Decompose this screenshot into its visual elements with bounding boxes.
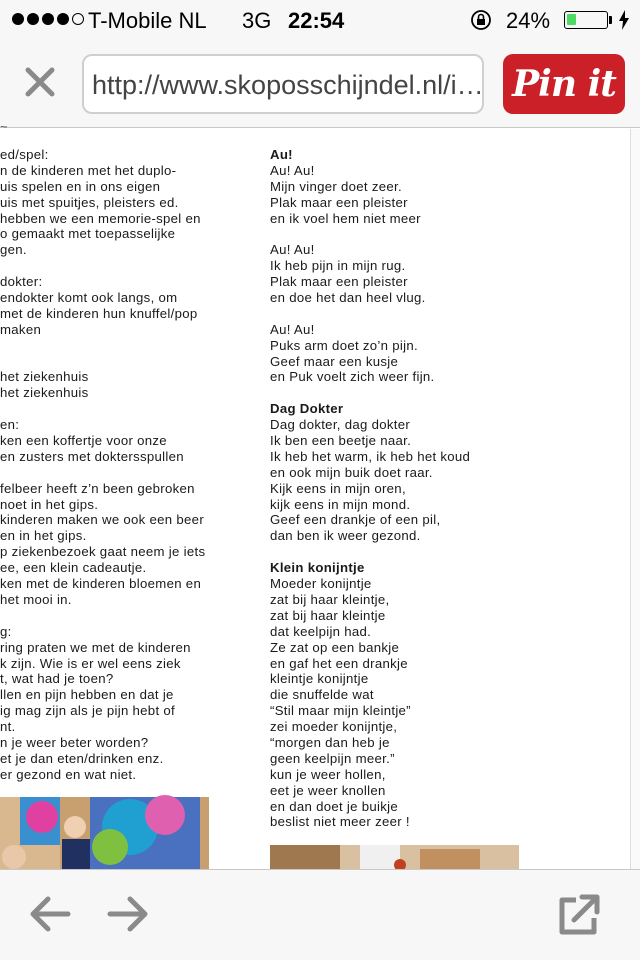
text-line: et je dan eten/drinken enz. (0, 750, 164, 766)
clock: 22:54 (288, 8, 345, 33)
text-line: zat bij haar kleintje (270, 607, 386, 623)
text-line: dan ben ik weer gezond. (270, 528, 421, 544)
text-line: Plak maar een pleister (270, 274, 408, 290)
text-line: Au! Au! (270, 242, 315, 258)
pin-it-button[interactable]: Pin it (503, 54, 625, 114)
text-line: llen en pijn hebben en dat je (0, 687, 174, 703)
text-line: eet je weer knollen (270, 782, 386, 798)
text-line: Ze zat op een bankje (270, 639, 400, 655)
page-content[interactable] (0, 119, 640, 869)
text-line (0, 608, 240, 624)
navigation-bar (0, 40, 640, 128)
text-line: nt. (0, 719, 16, 735)
text-line: kun je weer hollen, (270, 766, 386, 782)
text-line: en: (0, 417, 20, 433)
text-line: dat keelpijn had. (270, 623, 372, 639)
text-line: Moeder konijntje (270, 576, 372, 592)
text-line: er gezond en wat niet. (0, 766, 137, 782)
text-line: en ik voel hem niet meer (270, 210, 421, 226)
text-line: Au! Au! (270, 321, 315, 337)
text-line: en dan doet je buikje (270, 798, 399, 814)
text-line: uis met spuitjes, pleisters ed. (0, 194, 179, 210)
carrier-name: T-Mobile NL (88, 8, 207, 33)
signal-strength-icon (12, 13, 84, 25)
rotation-lock-icon (470, 9, 492, 31)
text-line: het ziekenhuis (0, 385, 89, 401)
text-line: uis spelen en in ons eigen (0, 178, 161, 194)
text-line: Plak maar een pleister (270, 194, 408, 210)
text-line: zei moeder konijntje, (270, 719, 398, 735)
text-line: o gemaakt met toepasselijke (0, 226, 176, 242)
text-line: kleintje konijntje (270, 671, 369, 687)
text-line: met de kinderen hun knuffel/pop (0, 305, 198, 321)
text-line: kijk eens in mijn mond. (270, 496, 411, 512)
text-line: Au! Au! (270, 162, 315, 178)
forward-arrow-icon[interactable] (106, 894, 150, 934)
text-line: noet in het gips. (0, 496, 99, 512)
text-line: het ziekenhuis (0, 369, 89, 385)
text-line: Kijk eens in mijn oren, (270, 480, 406, 496)
signal-dot (27, 13, 39, 25)
text-line: k zijn. Wie is er wel eens ziek (0, 655, 181, 671)
text-line: ed/spel: (0, 147, 49, 162)
text-line: het mooi in. (0, 591, 72, 607)
text-line: Puks arm doet zo’n pijn. (270, 337, 418, 353)
scrollbar[interactable] (630, 129, 640, 869)
text-line: n de kinderen met het duplo- (0, 162, 177, 178)
text-line: ken met de kinderen bloemen en (0, 576, 202, 592)
text-line: felbeer heeft z’n been gebroken (0, 480, 195, 496)
text-line: Ik heb pijn in mijn rug. (270, 258, 406, 274)
text-line: Geef maar een kusje (270, 353, 399, 369)
text-line: beslist niet meer zeer ! (270, 814, 410, 830)
text-line (0, 258, 240, 274)
poem-title: Dag Dokter (270, 401, 344, 417)
text-line: zat bij haar kleintje, (270, 591, 390, 607)
close-button[interactable] (20, 62, 60, 102)
text-line: “Stil maar mijn kleintje” (270, 703, 411, 719)
text-line: dokter: (0, 274, 43, 290)
signal-dot (57, 13, 69, 25)
clipped-text: ~ (0, 119, 8, 134)
text-line: g: (0, 623, 12, 639)
text-line (0, 354, 240, 370)
text-line: p ziekenbezoek gaat neem je iets (0, 544, 206, 560)
text-line: en doe het dan heel vlug. (270, 290, 426, 306)
signal-dot (72, 13, 84, 25)
text-line: en ook mijn buik doet raar. (270, 464, 433, 480)
text-line (270, 544, 600, 560)
battery-level (567, 14, 576, 25)
text-line: kinderen maken we ook een beer (0, 512, 205, 528)
text-line (0, 338, 240, 354)
status-bar (0, 0, 640, 40)
text-line (270, 385, 600, 401)
charging-bolt-icon (618, 10, 630, 30)
text-line: geen keelpijn meer.” (270, 750, 395, 766)
text-line: t, wat had je toen? (0, 671, 114, 687)
battery-tip (609, 16, 612, 24)
text-line (270, 226, 600, 242)
text-line: ig mag zijn als je pijn hebt of (0, 703, 175, 719)
text-line: Geef een drankje of een pil, (270, 512, 441, 528)
poem-title: Klein konijntje (270, 560, 365, 576)
text-line: hebben we een memorie-spel en (0, 210, 201, 226)
poem-title: Au! (270, 147, 293, 162)
text-line: Dag dokter, dag dokter (270, 417, 411, 433)
signal-dot (42, 13, 54, 25)
network-type: 3G (242, 8, 272, 33)
text-line: ee, een klein cadeautje. (0, 560, 147, 576)
text-line: gen. (0, 242, 27, 258)
battery-icon (564, 11, 608, 29)
text-line: maken (0, 321, 42, 337)
right-text-column (270, 147, 600, 830)
text-line: en zusters met doktersspullen (0, 448, 184, 464)
text-line: en Puk voelt zich weer fijn. (270, 369, 435, 385)
children-photo (0, 797, 209, 869)
text-line: “morgen dan heb je (270, 734, 390, 750)
close-icon (24, 66, 56, 98)
open-external-icon[interactable] (556, 892, 602, 938)
text-line: die snuffelde wat (270, 687, 374, 703)
back-arrow-icon[interactable] (28, 894, 72, 934)
text-line: ken een koffertje voor onze (0, 433, 167, 449)
battery-percentage: 24% (506, 8, 551, 33)
text-line: Ik ben een beetje naar. (270, 433, 412, 449)
text-line: Mijn vinger doet zeer. (270, 178, 402, 194)
bottom-toolbar (0, 869, 640, 960)
text-line: ring praten we met de kinderen (0, 639, 191, 655)
text-line: endokter komt ook langs, om (0, 290, 178, 306)
classroom-photo (270, 845, 519, 869)
text-line (0, 465, 240, 481)
left-text-column (0, 147, 240, 783)
text-line: en in het gips. (0, 528, 87, 544)
text-line (0, 401, 240, 417)
text-line: en gaf het een drankje (270, 655, 408, 671)
text-line (270, 306, 600, 322)
signal-dot (12, 13, 24, 25)
text-line: Ik heb het warm, ik heb het koud (270, 448, 471, 464)
text-line: n je weer beter worden? (0, 734, 149, 750)
url-field[interactable]: http://www.skoposschijndel.nl/i… (82, 54, 484, 114)
